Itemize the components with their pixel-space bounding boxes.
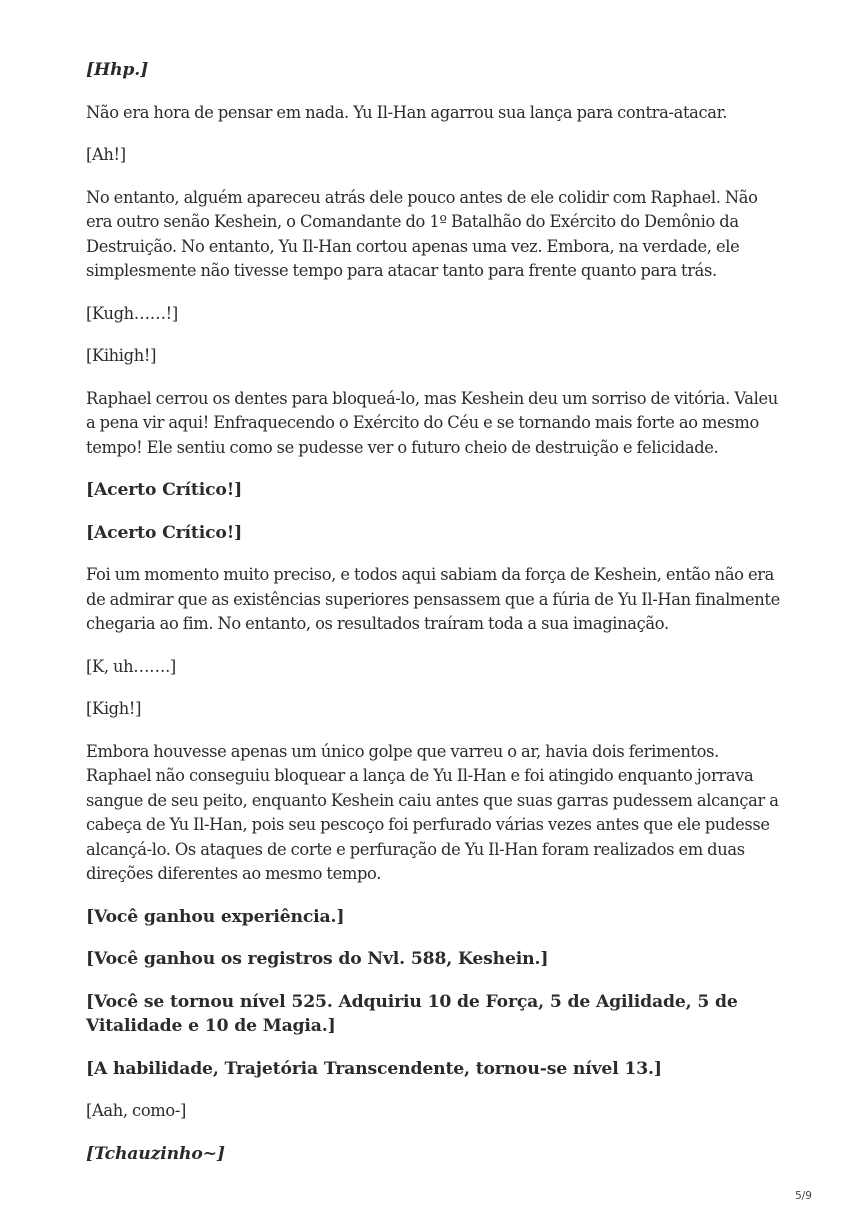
paragraph: [Kihigh!] [86, 346, 157, 365]
page-number: 5/9 [795, 1190, 812, 1202]
paragraph: [K, uh…….] [86, 656, 176, 676]
paragraph: [Aah, como-] [86, 1101, 186, 1120]
paragraph: No entanto, alguém apareceu atrás dele pouco antes de ele colidir com Raphael. Não era outro senão Keshein, o Comandante do 1º Batalhão do Exército do Demônio da Destruição. No entanto, Yu Il-Han cortou apenas uma vez. Embora, na verdade, ele simplesmente não tivesse tempo para atacar tanto para frente quanto para trás. [86, 187, 758, 280]
paragraph: [Kigh!] [86, 699, 142, 718]
paragraph: [Tchauzinho~] [86, 1143, 225, 1164]
paragraph: Foi um momento muito preciso, e todos aqui sabiam da força de Keshein, então não era de admirar que as existências superiores pensassem que a fúria de Yu Il-Han finalmente chegaria ao fim. No entanto, os resultados traíram toda a sua imaginação. [86, 565, 780, 633]
document-body [86, 58, 786, 1184]
paragraph: Raphael cerrou os dentes para bloqueá-lo, mas Keshein deu um sorriso de vitória. Valeu a pena vir aqui! Enfraquecendo o Exército do Céu e se tornando mais forte ao mesmo tempo! Ele sentiu como se pudesse ver o futuro cheio de destruição e felicidade. [86, 388, 778, 457]
paragraph: [Acerto Crítico!] [86, 480, 243, 500]
paragraph: [Kugh……!] [86, 303, 178, 323]
paragraph: Não era hora de pensar em nada. Yu Il-Han agarrou sua lança para contra-atacar. [86, 102, 728, 122]
paragraph: [Ah!] [86, 145, 126, 164]
paragraph: [Você se tornou nível 525. Adquiriu 10 de Força, 5 de Agilidade, 5 de Vitalidade e 10 de Magia.] [86, 991, 738, 1036]
paragraph: [A habilidade, Trajetória Transcendente, tornou-se nível 13.] [86, 1058, 662, 1079]
paragraph: Embora houvesse apenas um único golpe que varreu o ar, havia dois ferimentos. Raphael não conseguiu bloquear a lança de Yu Il-Han e foi atingido enquanto jorrava sangue de seu peito, enquanto Keshein caiu antes que suas garras pudessem alcançar a cabeça de Yu Il-Han, pois seu pescoço foi perfurado várias vezes antes que ele pudesse alcançá-lo. Os ataques de corte e perfuração de Yu Il-Han foram realizados em duas direções diferentes ao mesmo tempo. [86, 741, 779, 883]
paragraph: [Você ganhou os registros do Nvl. 588, Keshein.] [86, 949, 549, 969]
paragraph: [Acerto Crítico!] [86, 522, 243, 543]
paragraph: [Você ganhou experiência.] [86, 906, 345, 927]
paragraph: [Hhp.] [86, 60, 149, 80]
